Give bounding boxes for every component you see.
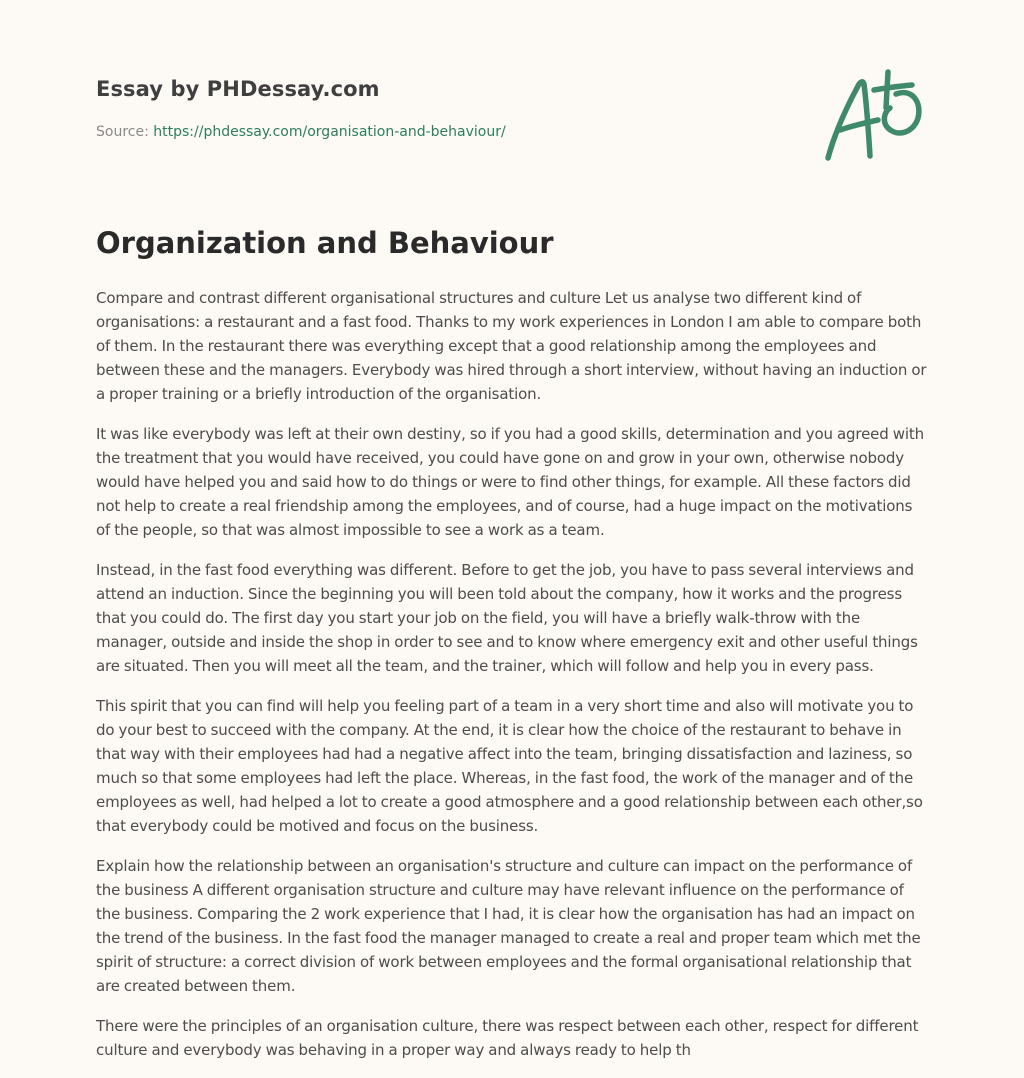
essay-paragraph: This spirit that you can find will help you feeling part of a team in a very short time and also will motivate you to do your best to succeed with the company. At the end, it is clear how the choice of the restaurant to behave in that way with their employees had had a negative affect into the team, bringing dissatisfaction and laziness, so much so that some employees had left the place. Whereas, in the fast food, the work of the manager and of the employees as well, had helped a lot to create a good atmosphere and a good relationship between each other,so that everybody could be motived and focus on the business. (96, 697, 923, 835)
source-link[interactable]: https://phdessay.com/organisation-and-behaviour/ (153, 124, 506, 140)
source-label: Source: (96, 124, 149, 140)
site-brand: Essay by PHDessay.com (96, 77, 380, 101)
a-plus-logo-icon (822, 68, 928, 164)
source-line (96, 124, 506, 140)
essay-paragraph: It was like everybody was left at their own destiny, so if you had a good skills, determination and you agreed with the treatment that you would have received, you could have gone on and grow in your own, otherwise nobody would have helped you and said how to do things or were to find other things, for example. All these factors did not help to create a real friendship among the employees, and of course, had a huge impact on the motivations of the people, so that was almost impossible to see a work as a team. (96, 425, 924, 539)
essay-title: Organization and Behaviour (96, 226, 554, 260)
essay-paragraph: Compare and contrast different organisational structures and culture Let us analyse two different kind of organisations: a restaurant and a fast food. Thanks to my work experiences in London I am able to compare both of them. In the restaurant there was everything except that a good relationship among the employees and between these and the managers. Everybody was hired through a short interview, without having an induction or a proper training or a briefly introduction of the organisation. (96, 289, 927, 403)
essay-paragraph: Instead, in the fast food everything was different. Before to get the job, you have to pass several interviews and attend an induction. Since the beginning you will been told about the company, how it works and the progress that you could do. The first day you start your job on the field, you will have a briefly walk-throw with the manager, outside and inside the shop in order to see and to know where emergency exit and other useful things are situated. Then you will meet all the team, and the trainer, which will follow and help you in every pass. (96, 561, 918, 675)
essay-paragraph: There were the principles of an organisation culture, there was respect between each other, respect for different culture and everybody was behaving in a proper way and always ready to help th (96, 1017, 919, 1059)
essay-body (96, 286, 928, 1078)
essay-paragraph: Explain how the relationship between an organisation's structure and culture can impact on the performance of the business A different organisation structure and culture may have relevant influence on the performance of the business. Comparing the 2 work experience that I had, it is clear how the organisation has had an impact on the trend of the business. In the fast food the manager managed to create a real and proper team which met the spirit of structure: a correct division of work between employees and the formal organisational relationship that are created between them. (96, 857, 921, 995)
